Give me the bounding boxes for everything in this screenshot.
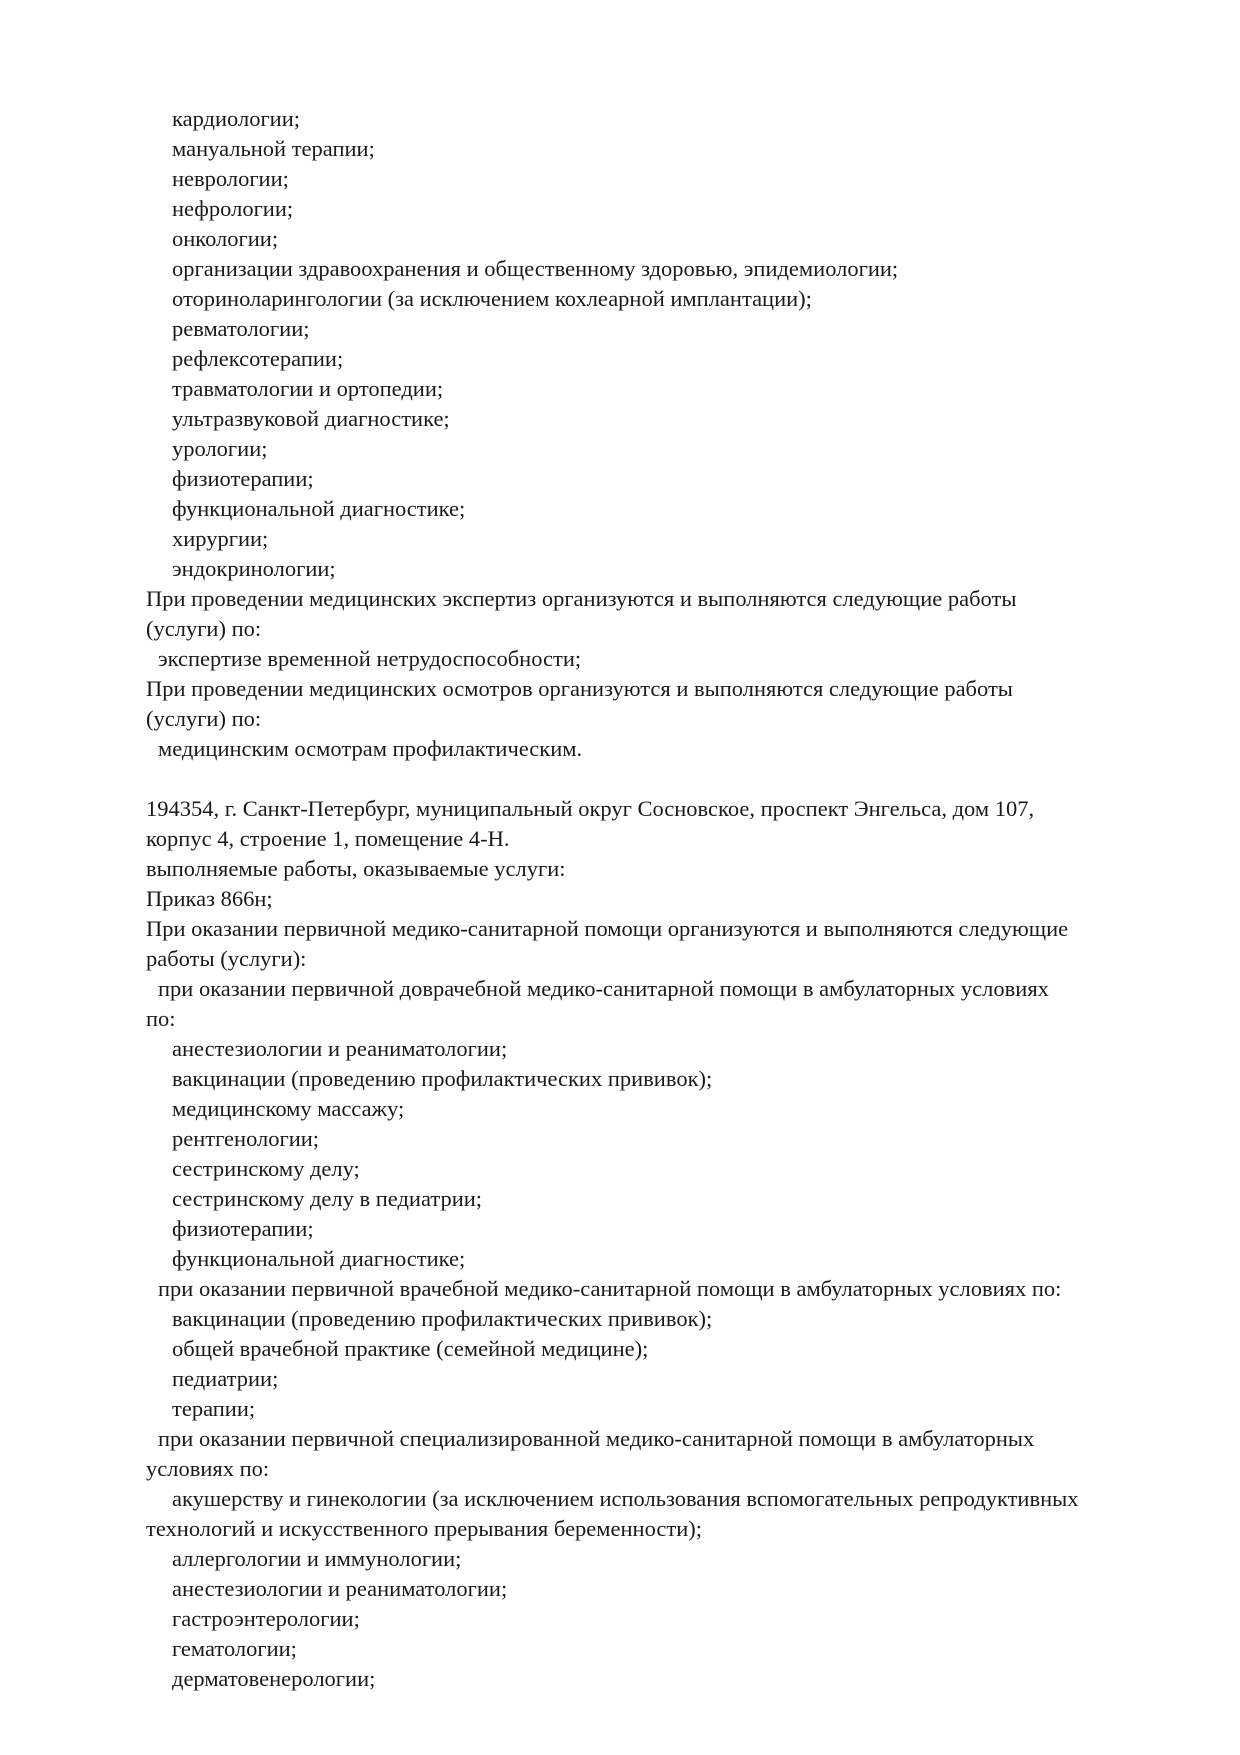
list-item: ультразвуковой диагностике; bbox=[172, 406, 450, 431]
list-item: сестринскому делу; bbox=[172, 1156, 360, 1181]
paragraph-line: технологий и искусственного прерывания беременности); bbox=[146, 1516, 703, 1541]
list-item: вакцинации (проведению профилактических прививок); bbox=[172, 1066, 713, 1091]
list-item: функциональной диагностике; bbox=[172, 1246, 466, 1271]
list-item: урологии; bbox=[172, 436, 268, 461]
list-item: дерматовенерологии; bbox=[172, 1666, 376, 1691]
list-item: мануальной терапии; bbox=[172, 136, 375, 161]
document-body bbox=[146, 104, 1186, 1694]
list-item: рентгенологии; bbox=[172, 1126, 320, 1151]
list-item: анестезиологии и реаниматологии; bbox=[172, 1576, 508, 1601]
list-item: рефлексотерапии; bbox=[172, 346, 344, 371]
list-item: организации здравоохранения и общественному здоровью, эпидемиологии; bbox=[172, 256, 899, 281]
list-item: гематологии; bbox=[172, 1636, 297, 1661]
paragraph-line: (услуги) по: bbox=[146, 706, 262, 731]
paragraph-line: При проведении медицинских экспертиз организуются и выполняются следующие работы bbox=[146, 586, 1017, 611]
subheading-line: медицинским осмотрам профилактическим. bbox=[158, 736, 583, 761]
subheading-line: при оказании первичной специализированной медико-санитарной помощи в амбулаторных bbox=[158, 1426, 1035, 1451]
list-item: функциональной диагностике; bbox=[172, 496, 466, 521]
subheading-line: при оказании первичной врачебной медико-санитарной помощи в амбулаторных условиях по: bbox=[158, 1276, 1062, 1301]
list-item: ревматологии; bbox=[172, 316, 310, 341]
list-item: травматологии и ортопедии; bbox=[172, 376, 444, 401]
paragraph-line: 194354, г. Санкт-Петербург, муниципальный округ Сосновское, проспект Энгельса, дом 107, bbox=[146, 796, 1035, 821]
list-item: оториноларингологии (за исключением кохлеарной имплантации); bbox=[172, 286, 812, 311]
list-item: физиотерапии; bbox=[172, 1216, 314, 1241]
list-item: аллергологии и иммунологии; bbox=[172, 1546, 462, 1571]
paragraph-line: Приказ 866н; bbox=[146, 886, 273, 911]
paragraph-line: выполняемые работы, оказываемые услуги: bbox=[146, 856, 566, 881]
list-item: онкологии; bbox=[172, 226, 279, 251]
paragraph-line: корпус 4, строение 1, помещение 4-Н. bbox=[146, 826, 510, 851]
list-item: хирургии; bbox=[172, 526, 269, 551]
list-item: анестезиологии и реаниматологии; bbox=[172, 1036, 508, 1061]
list-item: гастроэнтерологии; bbox=[172, 1606, 360, 1631]
list-item: терапии; bbox=[172, 1396, 256, 1421]
paragraph-line: (услуги) по: bbox=[146, 616, 262, 641]
blank-line bbox=[146, 764, 1186, 794]
paragraph-line: условиях по: bbox=[146, 1456, 270, 1481]
list-item: педиатрии; bbox=[172, 1366, 279, 1391]
paragraph-line: работы (услуги): bbox=[146, 946, 307, 971]
subheading-line: при оказании первичной доврачебной медико-санитарной помощи в амбулаторных условиях bbox=[158, 976, 1049, 1001]
subheading-line: экспертизе временной нетрудоспособности; bbox=[158, 646, 582, 671]
list-item: общей врачебной практике (семейной медицине); bbox=[172, 1336, 649, 1361]
paragraph-line: При оказании первичной медико-санитарной помощи организуются и выполняются следующие bbox=[146, 916, 1069, 941]
list-item: медицинскому массажу; bbox=[172, 1096, 405, 1121]
list-item: кардиологии; bbox=[172, 106, 301, 131]
paragraph-line: При проведении медицинских осмотров организуются и выполняются следующие работы bbox=[146, 676, 1013, 701]
list-item: вакцинации (проведению профилактических прививок); bbox=[172, 1306, 713, 1331]
list-item: неврологии; bbox=[172, 166, 289, 191]
list-item: акушерству и гинекологии (за исключением использования вспомогательных репродуктивных bbox=[172, 1486, 1079, 1511]
list-item: физиотерапии; bbox=[172, 466, 314, 491]
paragraph-line: по: bbox=[146, 1006, 176, 1031]
list-item: сестринскому делу в педиатрии; bbox=[172, 1186, 483, 1211]
list-item: нефрологии; bbox=[172, 196, 294, 221]
list-item: эндокринологии; bbox=[172, 556, 336, 581]
